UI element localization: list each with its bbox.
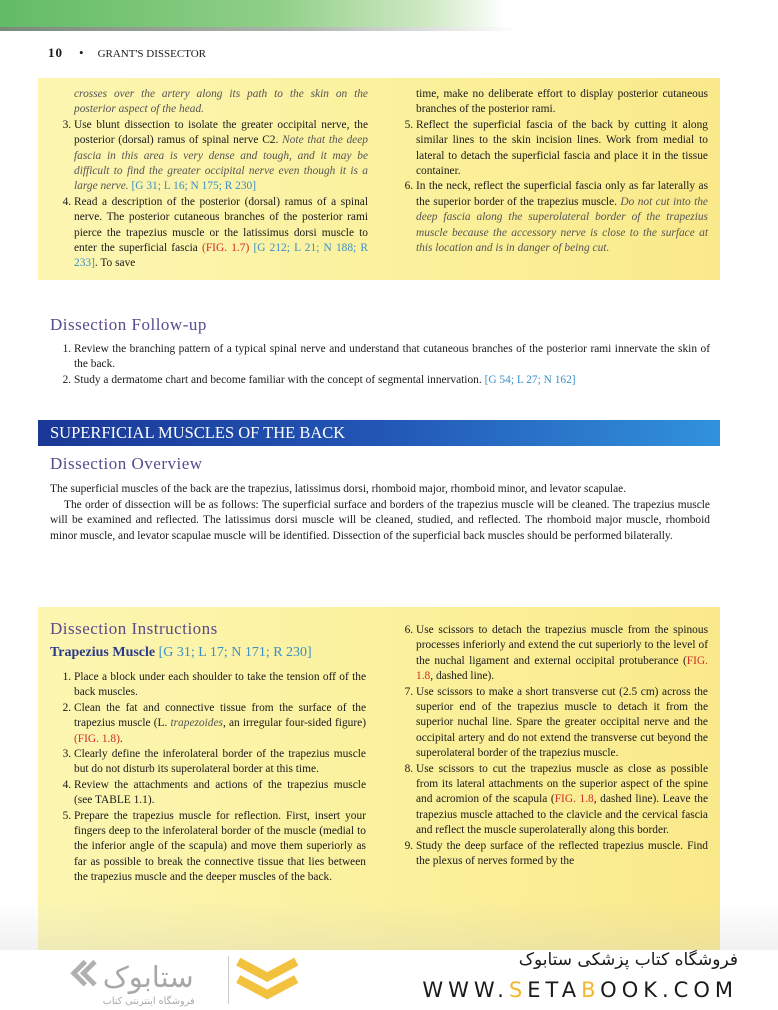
svg-text:ستابوک: ستابوک	[102, 959, 194, 994]
list-item: 2. Clean the fat and connective tissue from the surface of the trapezius muscle (L. trapezoides, an irregular four-sided figure) (FIG. 1.8).	[74, 701, 366, 747]
svg-text:فروشگاه اینترنتی کتاب: فروشگاه اینترنتی کتاب	[102, 996, 195, 1008]
paragraph: The order of dissection will be as follows: The superficial surface and borders of the trapezius muscle will be cleaned. The trapezius muscle will be examined and reflected. The latissimus dorsi muscle will be cleaned, studied, and reflected. The rhomboid major muscle, rhomboid minor muscle, and levator scapulae muscle will be identified. Dissection of the superficial back muscles should be performed bilaterally.	[50, 498, 710, 542]
store-url[interactable]: WWW.SETABOOK.COM	[422, 978, 738, 1002]
instructions-right-column	[396, 623, 708, 870]
figure-ref[interactable]: (FIG. 1.7)	[202, 242, 250, 255]
figure-ref[interactable]: FIG. 1.8	[554, 793, 594, 806]
running-header	[48, 45, 206, 61]
list-item: 6. Use scissors to detach the trapezius muscle from the spinous processes inferiorly and extend the cut superiorly to the level of the nuchal ligament and external occipital protuberance (FIG. 1.8, dashed line).	[416, 623, 708, 685]
followup-heading: Dissection Follow-up	[50, 315, 207, 334]
list-item: 8. Use scissors to cut the trapezius muscle as close as possible from its lateral attachments on the superior aspect of the spine and acromion of the scapula (FIG. 1.8, dashed line). Leave the trapezius muscle attached to the clavicle and the cervical fascia and reflect the muscle superolaterally along this border.	[416, 762, 708, 839]
header-bullet: •	[79, 45, 84, 60]
store-name: فروشگاه کتاب پزشکی ستابوک	[518, 950, 738, 970]
list-item: 7. Use scissors to make a short transverse cut (2.5 cm) across the superior end of the trapezius muscle to detach it from the superior nuchal line. Spare the greater occipital nerve and the occipital artery and do not extend the transverse cut beyond the superolateral border of the trapezius muscle.	[416, 685, 708, 762]
continued-text: crosses over the artery along its path to the skin on the posterior aspect of the head.	[74, 88, 368, 116]
list-item: 5. Prepare the trapezius muscle for reflection. First, insert your fingers deep to the inferolateral border of the muscle (medial to the inferior angle of the scapula) and move them superiorly as far as possible to break the connective tissue that lies between the trapezius muscle and the deeper muscles of the back.	[74, 809, 366, 886]
top-decor-bar	[0, 0, 778, 27]
instructions-heading: Dissection Instructions	[50, 619, 218, 638]
watermark-footer	[0, 950, 778, 1010]
atlas-ref[interactable]: [G 54; L 27; N 162]	[484, 373, 576, 386]
section-banner: SUPERFICIAL MUSCLES OF THE BACK	[38, 420, 720, 446]
list-item: 1. Place a block under each shoulder to take the tension off of the back muscles.	[74, 670, 366, 701]
list-item: 1. Review the branching pattern of a typical spinal nerve and understand that cutaneous branches of the posterior rami innervate the skin of the back.	[74, 342, 710, 373]
atlas-ref[interactable]: [G 31; L 16; N 175; R 230]	[131, 180, 257, 193]
setabook-logo-icon	[60, 950, 310, 1010]
list-item: 4. Review the attachments and actions of the trapezius muscle (see TABLE 1.1).	[74, 778, 366, 809]
overview-heading: Dissection Overview	[50, 454, 203, 473]
box1-left-column	[54, 87, 368, 272]
list-item: 3. Use blunt dissection to isolate the greater occipital nerve, the posterior (dorsal) ramus of spinal nerve C2. Note that the deep fascia in this area is very dense and tough, and it may be difficult to find the greater occipital nerve even though it is a large nerve. [G 31; L 16; N 175; R 230]	[74, 118, 368, 195]
list-item: 5. Reflect the superficial fascia of the back by cutting it along similar lines to the skin incision lines. Work from medial to lateral to detach the superficial fascia and place it in the tissue container.	[416, 118, 708, 180]
figure-ref[interactable]: (FIG. 1.8)	[74, 732, 120, 745]
top-decor-line	[0, 27, 520, 31]
paragraph: The superficial muscles of the back are the trapezius, latissimus dorsi, rhomboid major, rhomboid minor, and levator scapulae.	[50, 483, 627, 495]
followup-list	[54, 342, 710, 388]
list-item: 3. Clearly define the inferolateral border of the trapezius muscle but do not disturb its superolateral border at this time.	[74, 747, 366, 778]
box1-right-column	[396, 87, 708, 256]
figure-ref[interactable]: FIG. 1.8	[416, 654, 708, 683]
atlas-ref[interactable]: [G 31; L 17; N 171; R 230]	[158, 645, 312, 660]
list-item: 9. Study the deep surface of the reflected trapezius muscle. Find the plexus of nerves formed by the	[416, 839, 708, 870]
overview-text	[50, 482, 710, 544]
page-number: 10	[48, 45, 63, 60]
list-item: 6. In the neck, reflect the superficial fascia only as far laterally as the superior border of the trapezius muscle. Do not cut into the deep fascia along the superolateral border of the trapezius muscle because the accessory nerve is close to the surface at this location and is in danger of being cut.	[416, 179, 708, 256]
continued-text: time, make no deliberate effort to display posterior cutaneous branches of the posterior rami.	[416, 88, 708, 116]
page-bottom-shadow	[0, 900, 778, 950]
instructions-left-column	[54, 670, 366, 886]
atlas-ref[interactable]: [G 212; L 21; N 188; R 233]	[74, 242, 368, 270]
list-item: 4. Read a description of the posterior (dorsal) ramus of a spinal nerve. The posterior cutaneous branches of the posterior rami pierce the trapezius muscle or the latissimus dorsi muscle to enter the superficial fascia (FIG. 1.7) [G 212; L 21; N 188; R 233]. To save	[74, 195, 368, 272]
book-title: GRANT'S DISSECTOR	[97, 48, 206, 60]
list-item: 2. Study a dermatome chart and become familiar with the concept of segmental innervation. [G 54; L 27; N 162]	[74, 373, 710, 388]
trapezius-subheading: Trapezius Muscle [G 31; L 17; N 171; R 230]	[50, 645, 312, 660]
